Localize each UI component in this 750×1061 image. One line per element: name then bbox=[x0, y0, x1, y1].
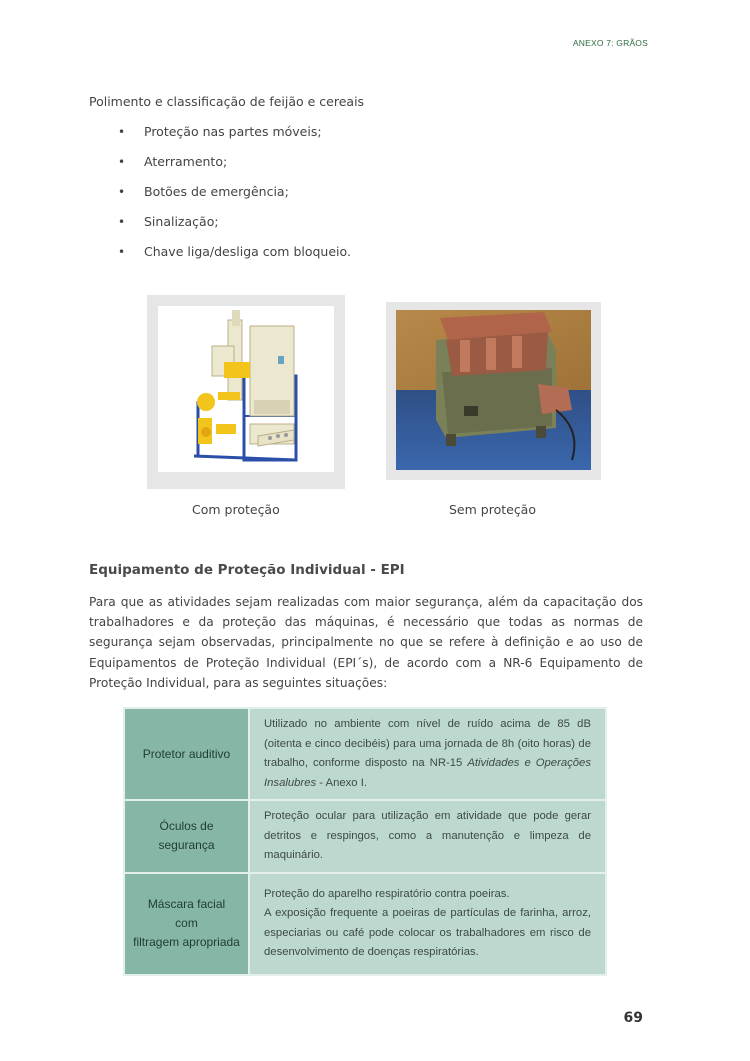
caption-without-protection: Sem proteção bbox=[449, 502, 536, 517]
epi-paragraph: Para que as atividades sejam realizadas com maior segurança, além da capacitação dos trabalhadores e da proteção das máquinas, é necessário que todas as normas de segurança sejam observadas, principalmente no que se refere à definição e ao uso de Equipamentos de Proteção Individual (EPI´s), de acordo com a NR-6 Equipamento de Proteção Individual, para as seguintes situações: bbox=[89, 595, 643, 690]
table-row bbox=[124, 873, 606, 975]
epi-name-line: filtragem apropriada bbox=[133, 935, 240, 949]
epi-name-cell bbox=[124, 873, 249, 975]
photo-without-protection bbox=[386, 302, 601, 480]
list-item bbox=[118, 244, 351, 274]
epi-name: Protetor auditivo bbox=[142, 746, 231, 761]
table-row bbox=[124, 800, 606, 873]
epi-description-cell bbox=[249, 873, 606, 975]
epi-description: Proteção do aparelho respiratório contra poeiras. bbox=[264, 887, 510, 900]
page-number: 69 bbox=[623, 1010, 643, 1026]
list-item bbox=[118, 124, 351, 154]
list-item-text: Sinalização; bbox=[144, 214, 219, 229]
safety-items-list bbox=[118, 124, 351, 274]
epi-description-italic: Atividades e Operações Insalubres bbox=[264, 757, 591, 789]
unprotected-machine-image bbox=[396, 310, 591, 470]
epi-heading: Equipamento de Proteção Individual - EPI bbox=[89, 562, 405, 578]
epi-name-line: Máscara facial bbox=[147, 897, 226, 911]
epi-description: A exposição frequente a poeiras de partículas de farinha, arroz, especiarias ou café pode colocar os trabalhadores em risco de desenvolvimento de doenças respiratórias. bbox=[264, 907, 591, 958]
bullet-icon: • bbox=[118, 245, 126, 259]
epi-description-cell bbox=[249, 708, 606, 800]
list-item-text: Proteção nas partes móveis; bbox=[144, 124, 322, 139]
photo-with-protection bbox=[147, 295, 345, 489]
epi-name-cell bbox=[124, 708, 249, 800]
bullet-icon: • bbox=[118, 155, 126, 169]
epi-description: Proteção ocular para utilização em atividade que pode gerar detritos e respingos, como a manutenção e limpeza de maquinário. bbox=[264, 810, 591, 861]
epi-table bbox=[123, 707, 607, 976]
epi-description: Utilizado no ambiente com nível de ruído acima de 85 dB (oitenta e cinco decibéis) para uma jornada de 8h (oito horas) de trabalho, conforme disposto na NR-15 bbox=[264, 718, 591, 769]
list-item-text: Botões de emergência; bbox=[144, 184, 289, 199]
epi-description-end: - Anexo I. bbox=[316, 776, 367, 789]
machine-illustration bbox=[158, 306, 334, 472]
list-item bbox=[118, 184, 351, 214]
section-intro: Polimento e classificação de feijão e cereais bbox=[89, 94, 365, 109]
epi-name: Óculos de segurança bbox=[158, 819, 215, 853]
list-item bbox=[118, 214, 351, 244]
list-item bbox=[118, 154, 351, 184]
list-item-text: Chave liga/desliga com bloqueio. bbox=[144, 244, 351, 259]
bullet-icon: • bbox=[118, 185, 126, 199]
bullet-icon: • bbox=[118, 125, 126, 139]
bullet-icon: • bbox=[118, 215, 126, 229]
running-header: ANEXO 7: GRÃOS bbox=[572, 38, 648, 48]
epi-name-cell bbox=[124, 800, 249, 873]
caption-with-protection: Com proteção bbox=[192, 502, 280, 517]
epi-description-cell bbox=[249, 800, 606, 873]
table-row bbox=[124, 708, 606, 800]
machine-photo bbox=[396, 310, 591, 470]
list-item-text: Aterramento; bbox=[144, 154, 228, 169]
epi-name-line: com bbox=[175, 916, 198, 930]
protected-machine-image bbox=[158, 306, 334, 472]
